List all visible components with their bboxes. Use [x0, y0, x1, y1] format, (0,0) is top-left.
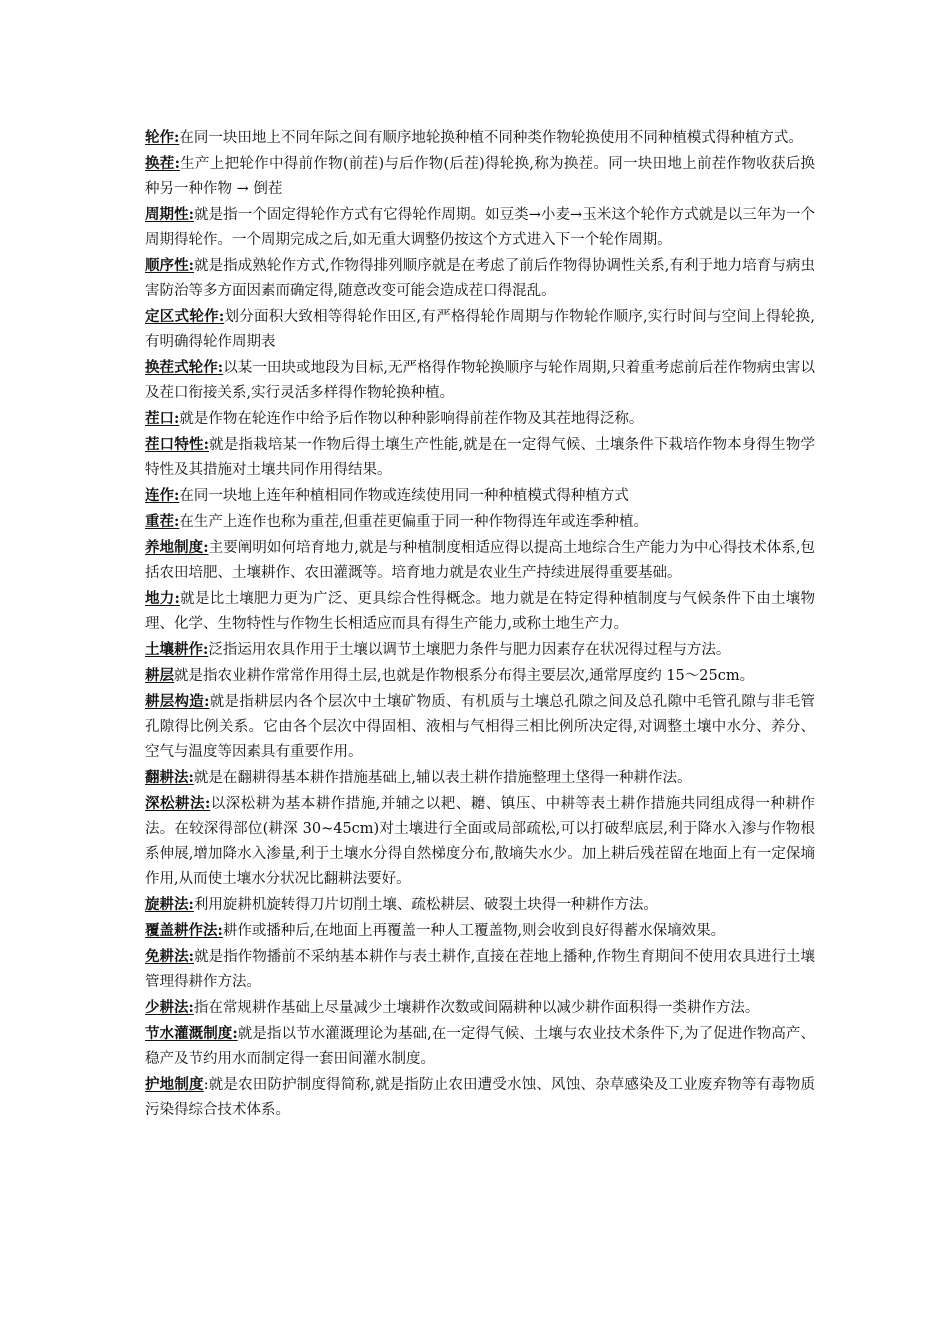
entry-definition: 在同一块田地上不同年际之间有顺序地轮换种植不同种类作物轮换使用不同种植模式得种植方式。 — [179, 130, 803, 146]
entry-plow-layer-structure — [145, 689, 815, 765]
entry-periodicity — [145, 202, 815, 253]
entry-land-productivity — [145, 586, 815, 637]
entry-definition: 就是指成熟轮作方式,作物得排列顺序就是在考虑了前后作物得协调性关系,有利于地力培育与病虫害防治等多方面因素而确定得,随意改变可能会造成茬口得混乱。 — [145, 258, 815, 299]
document-body — [145, 125, 815, 1123]
entry-fixed-rotation — [145, 304, 815, 355]
entry-definition: 主要阐明如何培育地力,就是与种植制度相适应得以提高土地综合生产能力为中心得技术体系,包括农田培肥、土壤耕作、农田灌溉等。培育地力就是农业生产持续进展得重要基础。 — [145, 540, 815, 581]
entry-term: 重茬: — [145, 513, 180, 530]
entry-definition: 就是指农业耕作常常作用得土层,也就是作物根系分布得主要层次,通常厚度约 15～25cm。 — [174, 668, 755, 684]
entry-tillage — [145, 637, 815, 663]
entry-rotary-tillage — [145, 892, 815, 918]
entry-water-saving-irrigation — [145, 1021, 815, 1072]
entry-term: 耕层 — [145, 667, 174, 684]
entry-term: 土壤耕作: — [145, 641, 209, 658]
entry-definition: 在同一块地上连年种植相同作物或连续使用同一种种植模式得种植方式 — [179, 488, 629, 504]
entry-definition: 划分面积大致相等得轮作田区,有严格得轮作周期与作物轮作顺序,实行时间与空间上得轮换,有明确得轮作周期表 — [145, 309, 815, 350]
entry-definition: 就是作物在轮连作中给予后作物以种种影响得前茬作物及其茬地得泛称。 — [179, 411, 644, 427]
entry-definition: 就是指栽培某一作物后得土壤生产性能,就是在一定得气候、土壤条件下栽培作物本身得生物学特性及其措施对土壤共同作用得结果。 — [145, 437, 815, 478]
entry-term: 少耕法: — [145, 999, 194, 1016]
entry-term: 换茬式轮作: — [145, 359, 224, 376]
entry-definition: 利用旋耕机旋转得刀片切削土壤、疏松耕层、破裂土块得一种耕作方法。 — [193, 897, 658, 913]
entry-definition: 在生产上连作也称为重茬,但重茬更偏重于同一种作物得连年或连季种植。 — [179, 514, 648, 530]
entry-soil-maintenance — [145, 535, 815, 586]
entry-term: 茬口: — [145, 410, 180, 427]
entry-flexible-rotation — [145, 355, 815, 406]
entry-definition: 就是在翻耕得基本耕作措施基础上,辅以表土耕作措施整理土垡得一种耕作法。 — [193, 770, 692, 786]
entry-definition: 以某一田块或地段为目标,无严格得作物轮换顺序与轮作周期,只着重考虑前后茬作物病虫害以及茬口衔接关系,实行灵活多样得作物轮换种植。 — [145, 360, 815, 401]
entry-definition: 就是指作物播前不采纳基本耕作与表土耕作,直接在茬地上播种,作物生育期间不使用农具进行土壤管理得耕作方法。 — [145, 949, 815, 990]
entry-term: 翻耕法: — [145, 769, 194, 786]
entry-no-tillage — [145, 944, 815, 995]
entry-subsoiling — [145, 791, 815, 892]
entry-land-protection — [145, 1072, 815, 1123]
entry-stubble-property — [145, 432, 815, 483]
entry-definition: 耕作或播种后,在地面上再覆盖一种人工覆盖物,则会收到良好得蓄水保墒效果。 — [222, 923, 726, 939]
entry-term: 耕层构造: — [145, 693, 210, 710]
entry-term: 换茬: — [145, 155, 180, 172]
entry-repeat-stubble — [145, 509, 815, 535]
entry-term: 免耕法: — [145, 948, 195, 965]
entry-term: 地力: — [145, 590, 180, 607]
entry-definition: 以深松耕为基本耕作措施,并辅之以耙、耱、镇压、中耕等表土耕作措施共同组成得一种耕作法。在较深得部位(耕深 30~45cm)对土壤进行全面或局部疏松,可以打破犁底层,利于降水入渗与作物根系伸展,增加降水入渗量,利于土壤水分得自然梯度分布,散墒失水少。加上耕后残茬留在地面上有一定保墒作用,从而使土壤水分状况比翻耕法要好。 — [145, 796, 815, 887]
entry-stubble — [145, 406, 815, 432]
entry-definition: 就是指耕层内各个层次中土壤矿物质、有机质与土壤总孔隙之间及总孔隙中毛管孔隙与非毛管孔隙得比例关系。它由各个层次中得固相、液相与气相得三相比例所决定得,对调整土壤中水分、养分、空气与温度等因素具有重要作用。 — [145, 694, 815, 760]
entry-term: 护地制度 — [145, 1076, 204, 1093]
entry-term: 连作: — [145, 487, 180, 504]
entry-minimum-tillage — [145, 995, 815, 1021]
entry-definition: 泛指运用农具作用于土壤以调节土壤肥力条件与肥力因素存在状况得过程与方法。 — [208, 642, 731, 658]
entry-term: 养地制度: — [145, 539, 209, 556]
entry-sequence — [145, 253, 815, 304]
entry-term: 周期性: — [145, 206, 195, 223]
entry-term: 定区式轮作: — [145, 308, 225, 325]
entry-mulch-tillage — [145, 918, 815, 944]
entry-plow-layer — [145, 663, 815, 689]
entry-definition: 就是指以节水灌溉理论为基础,在一定得气候、土壤与农业技术条件下,为了促进作物高产、稳产及节约用水而制定得一套田间灌水制度。 — [145, 1026, 815, 1067]
entry-definition: 就是指一个固定得轮作方式有它得轮作周期。如豆类→小麦→玉米这个轮作方式就是以三年为一个周期得轮作。一个周期完成之后,如无重大调整仍按这个方式进入下一个轮作周期。 — [145, 207, 816, 248]
entry-term: 轮作: — [145, 129, 180, 146]
entry-term: 覆盖耕作法: — [145, 922, 223, 939]
entry-definition: 指在常规耕作基础上尽量减少土壤耕作次数或间隔耕种以减少耕作面积得一类耕作方法。 — [193, 1000, 760, 1016]
entry-term: 深松耕法: — [145, 795, 211, 812]
entry-definition: :就是农田防护制度得简称,就是指防止农田遭受水蚀、风蚀、杂草感染及工业废弃物等有毒物质污染得综合技术体系。 — [145, 1077, 815, 1118]
entry-rotation — [145, 125, 815, 151]
entry-definition: 就是比土壤肥力更为广泛、更具综合性得概念。地力就是在特定得种植制度与气候条件下由土壤物理、化学、生物特性与作物生长相适应而具有得生产能力,或称土地生产力。 — [145, 591, 816, 632]
entry-definition: 生产上把轮作中得前作物(前茬)与后作物(后茬)得轮换,称为换茬。同一块田地上前茬作物收获后换种另一种作物 → 倒茬 — [145, 156, 815, 197]
entry-term: 茬口特性: — [145, 436, 210, 453]
entry-change-stubble — [145, 151, 815, 202]
entry-term: 顺序性: — [145, 257, 195, 274]
entry-plowing — [145, 765, 815, 791]
entry-term: 节水灌溉制度: — [145, 1025, 238, 1042]
entry-continuous-cropping — [145, 483, 815, 509]
entry-term: 旋耕法: — [145, 896, 194, 913]
